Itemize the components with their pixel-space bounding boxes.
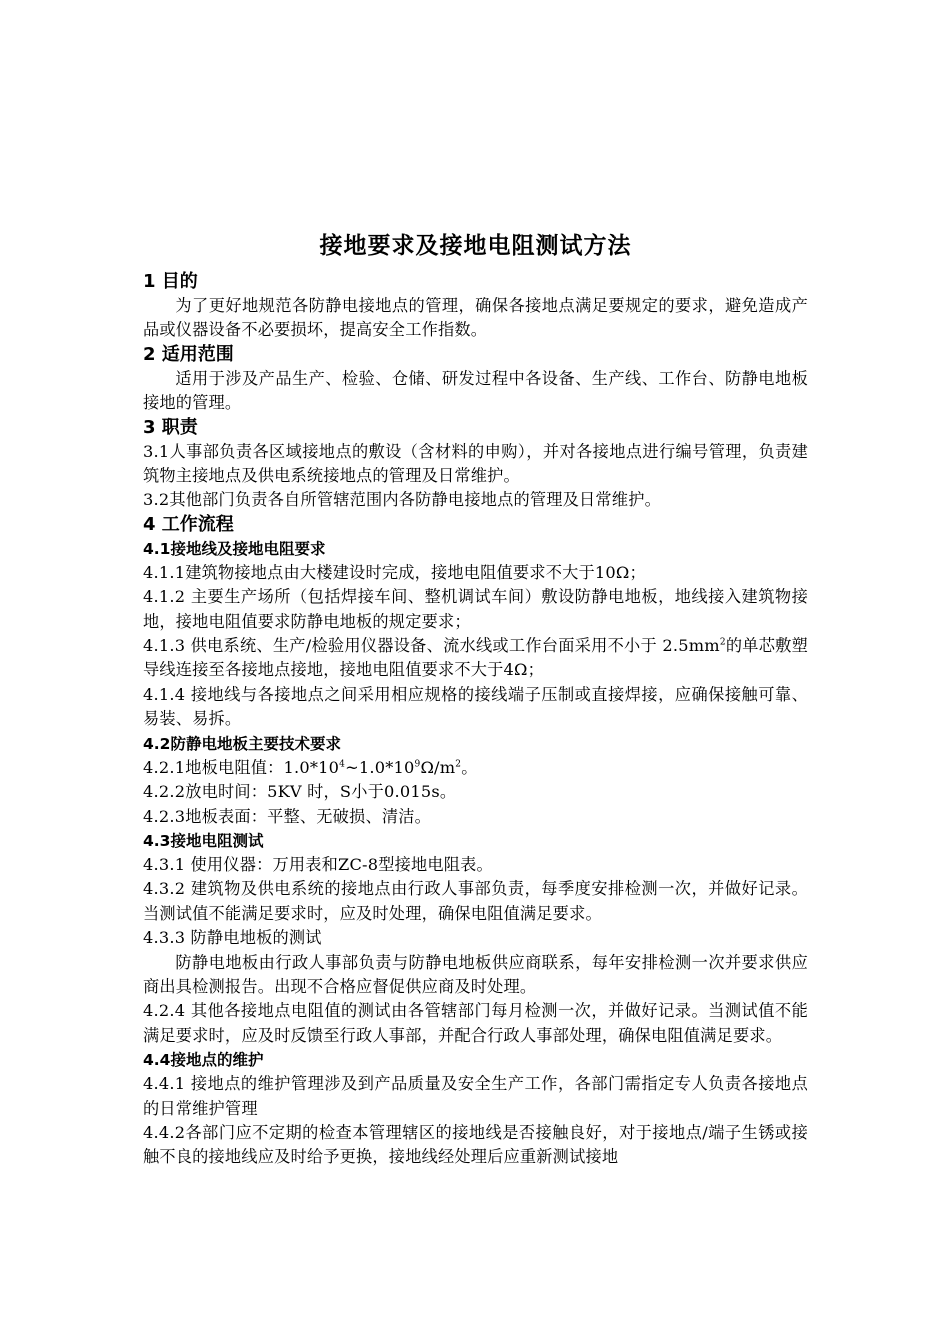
section-2-paragraph: 适用于涉及产品生产、检验、仓储、研发过程中各设备、生产线、工作台、防静电地板接地的管理。 bbox=[143, 368, 808, 413]
section-3-heading: 3 职责 bbox=[143, 416, 198, 438]
section-4-1-3-text-b: 的单芯敷塑导线连接至各接地点接地，接地电阻值要求不大于4Ω； bbox=[143, 636, 809, 680]
document-page bbox=[143, 230, 808, 1170]
section-4-heading: 4 工作流程 bbox=[143, 513, 234, 535]
section-2-heading: 2 适用范围 bbox=[143, 343, 234, 365]
section-4-2-1-text-b: ~1.0*10 bbox=[345, 757, 415, 777]
section-4-1-3-superscript: 2 bbox=[719, 637, 726, 648]
section-4-3-2-paragraph: 4.3.2 建筑物及供电系统的接地点由行政人事部负责，每季度安排检测一次，并做好记录。当测试值不能满足要求时，应及时处理，确保电阻值满足要求。 bbox=[143, 879, 808, 923]
section-4-1-3-text-a: 4.1.3 供电系统、生产/检验用仪器设备、流水线或工作台面采用不小于 2.5mm bbox=[143, 636, 720, 656]
section-4-2-1-superscript-1: 4 bbox=[339, 759, 346, 770]
section-4-2-1-text-c: Ω/m bbox=[420, 757, 456, 777]
section-4-2-1-text-a: 4.2.1地板电阻值：1.0*10 bbox=[143, 757, 340, 777]
section-4-2-1-superscript-2: 9 bbox=[414, 759, 421, 770]
section-1-paragraph: 为了更好地规范各防静电接地点的管理，确保各接地点满足要规定的要求，避免造成产品或仪器设备不必要损坏，提高安全工作指数。 bbox=[143, 296, 808, 340]
section-4-1-heading: 4.1接地线及接地电阻要求 bbox=[143, 539, 326, 558]
section-4-3-3-body-paragraph: 防静电地板由行政人事部负责与防静电地板供应商联系，每年安排检测一次并要求供应商出具检测报告。出现不合格应督促供应商及时处理。 bbox=[143, 952, 808, 996]
section-3-1-paragraph: 3.1人事部负责各区域接地点的敷设（含材料的申购），并对各接地点进行编号管理，负责建筑物主接地点及供电系统接地点的管理及日常维护。 bbox=[143, 441, 808, 486]
document-title: 接地要求及接地电阻测试方法 bbox=[319, 233, 632, 259]
section-4-2-3-paragraph: 4.2.3地板表面：平整、无破损、清洁。 bbox=[143, 806, 431, 826]
section-4-3-3-paragraph: 4.3.3 防静电地板的测试 bbox=[143, 928, 322, 948]
section-4-1-2-paragraph: 4.1.2 主要生产场所（包括焊接车间、整机调试车间）敷设防静电地板，地线接入建筑物接地，接地电阻值要求防静电地板的规定要求； bbox=[143, 587, 808, 631]
section-4-2-1-superscript-3: 2 bbox=[455, 759, 462, 770]
section-4-2-4-paragraph: 4.2.4 其他各接地点电阻值的测试由各管辖部门每月检测一次，并做好记录。当测试值不能满足要求时，应及时反馈至行政人事部，并配合行政人事部处理，确保电阻值满足要求。 bbox=[143, 1001, 808, 1045]
section-4-1-1-paragraph: 4.1.1建筑物接地点由大楼建设时完成，接地电阻值要求不大于10Ω； bbox=[143, 562, 646, 582]
section-4-2-1-paragraph bbox=[143, 756, 808, 780]
section-4-4-2-paragraph: 4.4.2各部门应不定期的检查本管理辖区的接地线是否接触良好，对于接地点/端子生锈或接触不良的接地线应及时给予更换，接地线经处理后应重新测试接地 bbox=[143, 1122, 808, 1167]
section-3-2-paragraph: 3.2其他部门负责各自所管辖范围内各防静电接地点的管理及日常维护。 bbox=[143, 490, 661, 510]
section-4-4-1-paragraph: 4.4.1 接地点的维护管理涉及到产品质量及安全生产工作，各部门需指定专人负责各接地点的日常维护管理 bbox=[143, 1074, 808, 1118]
section-4-4-heading: 4.4接地点的维护 bbox=[143, 1051, 264, 1070]
section-1-heading: 1 目的 bbox=[143, 271, 198, 292]
section-4-2-heading: 4.2防静电地板主要技术要求 bbox=[143, 734, 341, 753]
section-4-2-2-paragraph: 4.2.2放电时间：5KV 时，S小于0.015s。 bbox=[143, 782, 457, 802]
section-4-1-4-paragraph: 4.1.4 接地线与各接地点之间采用相应规格的接线端子压制或直接焊接，应确保接触可靠、易装、易拆。 bbox=[143, 684, 808, 729]
section-4-3-1-paragraph: 4.3.1 使用仪器：万用表和ZC-8型接地电阻表。 bbox=[143, 854, 493, 874]
section-4-3-heading: 4.3接地电阻测试 bbox=[143, 831, 264, 850]
section-4-2-1-text-d: 。 bbox=[461, 757, 478, 777]
section-4-1-3-paragraph bbox=[143, 634, 808, 683]
